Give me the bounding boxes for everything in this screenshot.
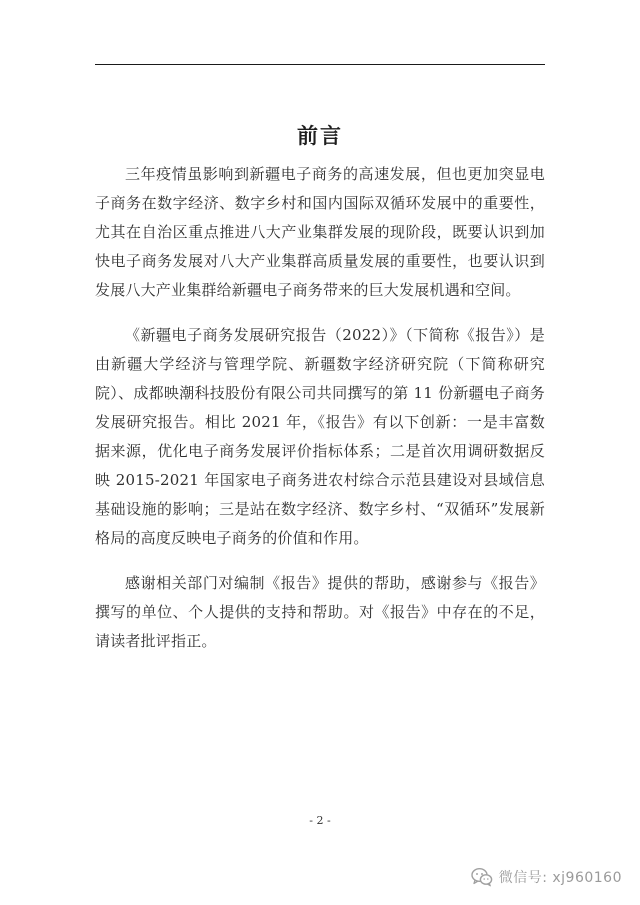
paragraph-acknowledgements: 感谢相关部门对编制《报告》提供的帮助，感谢参与《报告》撰写的单位、个人提供的支持和帮助。对《报告》中存在的不足，请读者批评指正。 xyxy=(95,574,545,650)
header-rule xyxy=(95,64,545,65)
paragraph-intro: 三年疫情虽影响到新疆电子商务的高速发展，但也更加突显电子商务在数字经济、数字乡村和国内国际双循环发展中的重要性，尤其在自治区重点推进八大产业集群发展的现阶段，既要认识到加快电子商务发展对八大产业集群高质量发展的重要性，也要认识到发展八大产业集群给新疆电子商务带来的巨大发展机遇和空间。 xyxy=(95,165,545,299)
page-number: - 2 - xyxy=(309,814,331,827)
watermark-text: 微信号: xj960160 xyxy=(498,870,622,886)
wechat-watermark xyxy=(471,864,622,890)
wechat-icon xyxy=(471,867,493,887)
page-title: 前言 xyxy=(297,123,343,148)
document-body xyxy=(95,160,545,656)
paragraph-report-info: 《新疆电子商务发展研究报告（2022）》（下简称《报告》）是由新疆大学经济与管理学院、新疆数字经济研究院（下简称研究院）、成都映潮科技股份有限公司共同撰写的第 11 份新疆电子商务发展研究报告。相比 2021 年，《报告》有以下创新：一是丰富数据来源，优化电子商务发展评价指标体系；二是首次用调研数据反映 2015-2021 年国家电子商务进农村综合示范县建设对县域信息基础设施的影响；三是站在数字经济、数字乡村、“双循环”发展新格局的高度反映电子商务的价值和作用。 xyxy=(95,326,545,547)
